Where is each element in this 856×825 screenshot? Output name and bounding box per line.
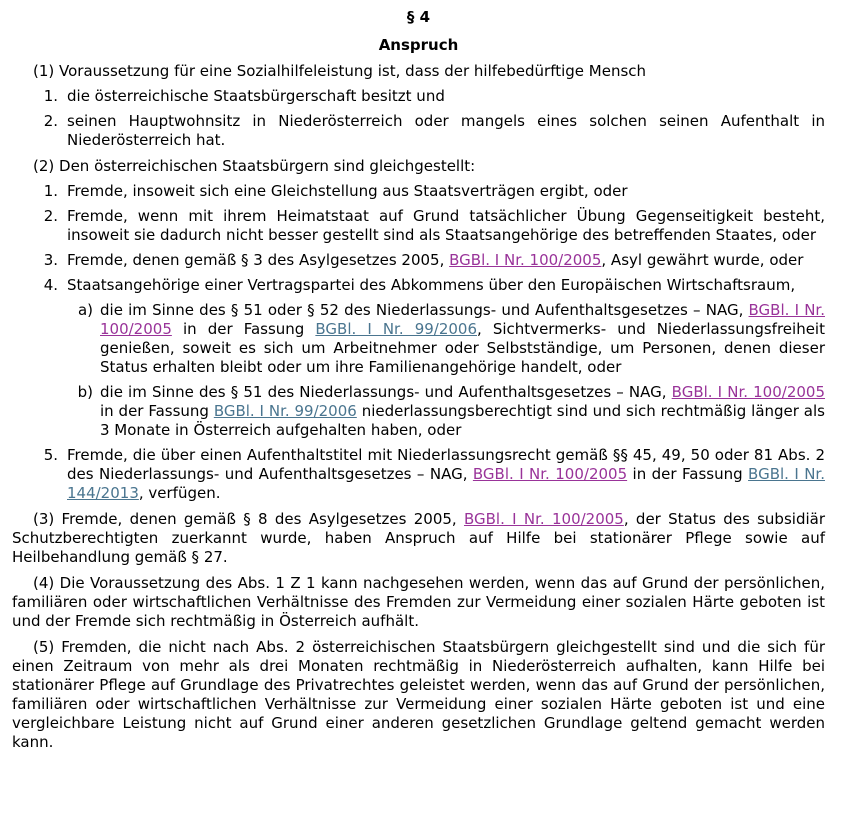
list-item [12, 251, 825, 270]
text-segment: (2) Den österreichischen Staatsbürgern sind gleichgestellt: [33, 157, 476, 175]
list-item [12, 446, 825, 503]
text-segment: die österreichische Staatsbürgerschaft besitzt und [67, 87, 445, 105]
list-item [12, 207, 825, 245]
list-item [12, 182, 825, 201]
text-segment: die im Sinne des § 51 des Niederlassungs- und Aufenthaltsgesetzes – NAG, [100, 383, 672, 401]
list-item-marker: 4. [43, 276, 58, 294]
bgbl-link[interactable]: BGBl. I Nr. 100/2005 [671, 383, 826, 401]
text-segment: Fremde, denen gemäß § 3 des Asylgesetzes 2005, [67, 251, 450, 269]
law-paragraph [12, 62, 825, 81]
section-number: § 4 [406, 8, 431, 26]
section-title: Anspruch [378, 36, 459, 54]
list-item-marker: 2. [43, 207, 58, 225]
bgbl-link[interactable]: BGBl. I Nr. 144/2013 [67, 465, 825, 502]
text-segment: in der Fassung [627, 465, 749, 483]
sub-list-item [12, 383, 825, 440]
bgbl-link[interactable]: BGBl. I Nr. 100/2005 [472, 465, 628, 483]
text-segment: (3) Fremde, denen gemäß § 8 des Asylgesetzes 2005, [33, 510, 464, 528]
bgbl-link[interactable]: BGBl. I Nr. 99/2006 [315, 320, 478, 338]
law-paragraph [12, 574, 825, 631]
law-paragraph [12, 510, 825, 567]
text-segment: Fremde, wenn mit ihrem Heimatstaat auf Grund tatsächlicher Übung Gegenseitigkeit besteht, insoweit sie dadurch nicht besser gestellt sind als Staatsangehörige des betreffenden Staates, oder [67, 207, 825, 244]
bgbl-link[interactable]: BGBl. I Nr. 100/2005 [449, 251, 602, 269]
text-segment: in der Fassung [100, 402, 214, 420]
text-segment: , Asyl gewährt wurde, oder [601, 251, 804, 269]
text-segment: die im Sinne des § 51 oder § 52 des Niederlassungs- und Aufenthaltsgesetzes – NAG, [100, 301, 749, 319]
bgbl-link[interactable]: BGBl. I Nr. 100/2005 [463, 510, 624, 528]
text-segment: Fremde, insoweit sich eine Gleichstellung aus Staatsverträgen ergibt, oder [67, 182, 628, 200]
law-paragraph [12, 157, 825, 176]
list-item-marker: 1. [43, 182, 58, 200]
list-item [12, 276, 825, 295]
text-segment: Staatsangehörige einer Vertragspartei des Abkommens über den Europäischen Wirtschaftsraum, [67, 276, 796, 294]
text-segment: (5) Fremden, die nicht nach Abs. 2 österreichischen Staatsbürgern gleichgestellt sind und die sich für einen Zeitraum von mehr als drei Monaten rechtmäßig in Niederösterreich aufhalten, kann Hilfe bei stationärer Pflege auf Grundlage des Privatrechtes geleistet werden, wenn das auf Grund der persönlichen, familiären oder wirtschaftlichen Verhältnisse zur Vermeidung einer sozialen Härte geboten ist und eine vergleichbare Leistung nicht auf Grund einer anderen gesetzlichen Grundlage geltend gemacht werden kann. [12, 638, 825, 751]
bgbl-link[interactable]: BGBl. I Nr. 99/2006 [213, 402, 357, 420]
sub-list-item-marker: b) [77, 383, 93, 401]
law-content [12, 62, 825, 752]
text-segment: Fremde, die über einen Aufenthaltstitel mit Niederlassungsrecht gemäß §§ 45, 49, 50 oder 81 Abs. 2 des Niederlassungs- und Aufenthaltsgesetzes – NAG, [67, 446, 825, 483]
text-segment: (4) Die Voraussetzung des Abs. 1 Z 1 kann nachgesehen werden, wenn das auf Grund der persönlichen, familiären oder wirtschaftlichen Verhältnisse des Fremden zur Vermeidung einer sozialen Härte geboten ist und der Fremde sich rechtmäßig in Österreich aufhält. [12, 574, 825, 630]
text-segment: niederlassungsberechtigt sind und sich rechtmäßig länger als 3 Monate in Österreich aufgehalten haben, oder [100, 402, 825, 439]
sub-list-item-marker: a) [77, 301, 93, 319]
bgbl-link[interactable]: BGBl. I Nr. 100/2005 [100, 301, 825, 338]
sub-list-item [12, 301, 825, 377]
list-item [12, 87, 825, 106]
text-segment: seinen Hauptwohnsitz in Niederösterreich oder mangels eines solchen seinen Aufenthalt in Niederösterreich hat. [67, 112, 825, 149]
list-item-marker: 1. [43, 87, 58, 105]
list-item [12, 112, 825, 150]
text-segment: (1) Voraussetzung für eine Sozialhilfeleistung ist, dass der hilfebedürftige Mensch [33, 62, 647, 80]
law-paragraph [12, 638, 825, 752]
text-segment: in der Fassung [171, 320, 316, 338]
list-item-marker: 5. [43, 446, 58, 464]
list-item-marker: 2. [43, 112, 58, 130]
text-segment: , Sichtvermerks- und Niederlassungsfreiheit genießen, soweit es sich um Arbeitnehmer oder Selbstständige, um Personen, denen dieser Status erhalten bleibt oder um ihre Familienangehörige handelt, oder [100, 320, 825, 376]
list-item-marker: 3. [43, 251, 58, 269]
text-segment: , verfügen. [138, 484, 221, 502]
text-segment: , der Status des subsidiär Schutzberechtigten zuerkannt wurde, haben Anspruch auf Hilfe bei stationärer Pflege sowie auf Heilbehandlung gemäß § 27. [12, 510, 825, 566]
